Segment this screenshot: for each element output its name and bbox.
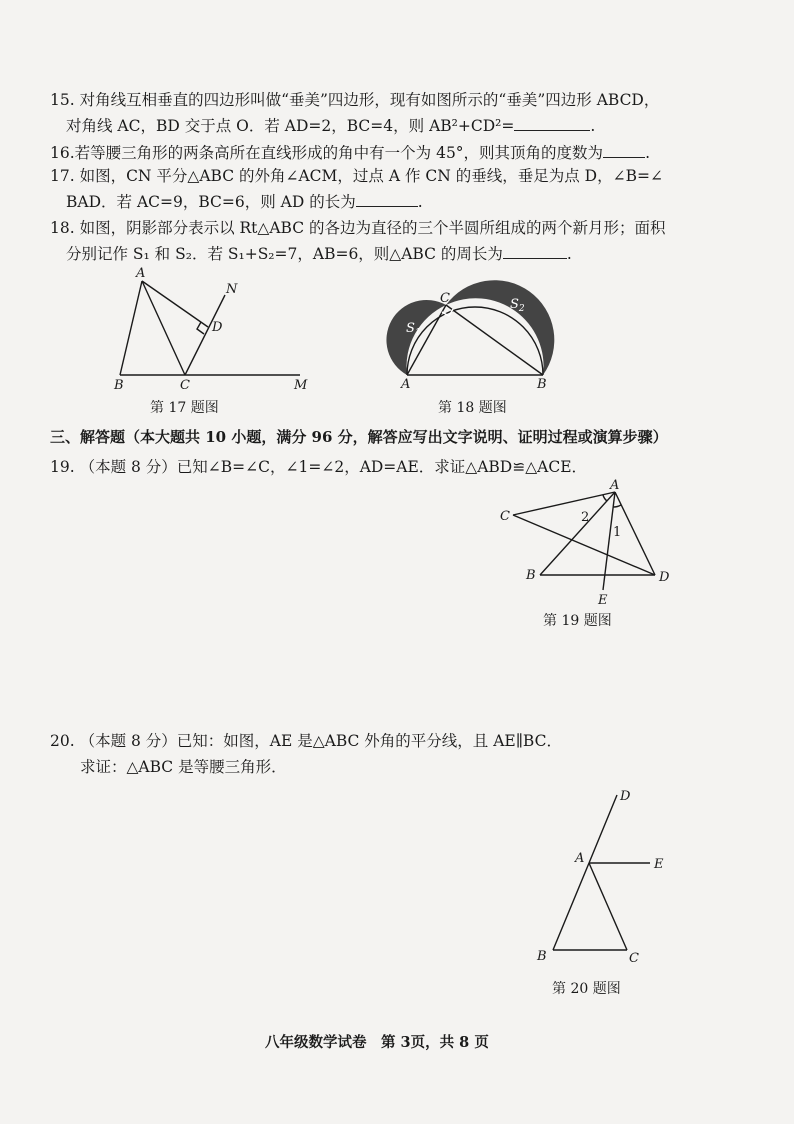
fig17-line-AC [142,281,185,375]
fig20-label-A: A [575,851,585,866]
fig17-label-D: D [212,320,223,335]
q16-line1 [50,141,650,164]
fig19-label-B: B [526,568,536,583]
fig17-label-B: B [114,378,124,393]
q18-line1: 18. 如图，阴影部分表示以 Rt△ABC 的各边为直径的三个半圆所组成的两个新月形；面积 [50,219,666,237]
figure-18 [390,270,570,390]
fig20-label-D: D [620,789,631,804]
fig18-label-B: B [537,377,547,392]
fig20-label-C: C [629,951,639,966]
fig17-line-CN [185,295,225,375]
fig17-label-M: M [294,378,308,393]
q16-end: . [645,144,650,162]
fig17-label-C: C [180,378,190,393]
q17-line2-text: BAD．若 AC=9，BC=6，则 AD 的长为 [66,193,356,211]
fig17-label-A: A [136,266,146,281]
fig17-line-AB [120,281,142,375]
q16-answer-blank[interactable] [603,141,645,158]
fig20-label-E: E [654,857,664,872]
q19-line1: 19. （本题 8 分）已知∠B=∠C，∠1=∠2，AD=AE．求证△ABD≌△ACE． [50,458,588,476]
fig19-line-AB [540,492,615,575]
q15-answer-blank[interactable] [514,114,590,131]
q17-line2 [66,190,423,213]
q15-end: . [590,117,596,135]
fig19-angle1-arc [613,505,621,507]
fig20-line-AC [589,863,627,950]
fig19-label-angle1: 1 [613,525,622,540]
fig19-angle2-arc [603,495,607,501]
fig19-label-C: C [500,509,510,524]
q17-line1: 17. 如图，CN 平分△ABC 的外角∠ACM，过点 A 作 CN 的垂线，垂足为点 D，∠B=∠ [50,167,663,185]
fig19-line-CA [513,492,615,515]
fig18-S2-sub: 2 [518,304,525,314]
section3-heading: 三、解答题（本大题共 10 小题，满分 96 分，解答应写出文字说明、证明过程或演算步骤） [50,428,668,446]
fig19-label-D: D [659,570,670,585]
fig20-line-AB [553,863,589,950]
q18-end: . [566,245,572,263]
fig18-crescent-s2-fill [446,280,554,375]
fig18-S1-letter: S [406,321,415,336]
page-footer: 八年级数学试卷 第 3页，共 8 页 [265,1034,489,1051]
q18-answer-blank[interactable] [503,242,567,259]
q15-line1: 15. 对角线互相垂直的四边形叫做“垂美”四边形，现有如图所示的“垂美”四边形 ABCD， [50,91,660,109]
fig18-S2-letter: S [510,297,519,312]
q17-answer-blank[interactable] [356,190,418,207]
fig19-label-E: E [598,593,608,608]
fig17-caption: 第 17 题图 [150,400,219,416]
fig20-line-DA [589,795,617,863]
fig19-label-angle2: 2 [581,510,590,525]
q15-line2-text: 对角线 AC，BD 交于点 O．若 AD=2，BC=4，则 AB²+CD²= [66,117,515,135]
q15-line2 [66,114,595,137]
figure-20 [525,785,685,970]
q20-line1: 20. （本题 8 分）已知：如图，AE 是△ABC 外角的平分线，且 AE∥BC． [50,732,562,750]
q17-end: . [417,193,423,211]
fig18-S1-sub: 1 [414,328,421,338]
q16-text: 16.若等腰三角形的两条高所在直线形成的角中有一个为 45°，则其顶角的度数为 [50,144,604,162]
q18-line2 [66,242,572,265]
fig19-label-A: A [610,478,620,493]
fig18-caption: 第 18 题图 [438,400,507,416]
fig20-label-B: B [537,949,547,964]
q20-line2: 求证：△ABC 是等腰三角形． [80,758,287,776]
q18-line2-text: 分别记作 S₁ 和 S₂．若 S₁+S₂=7，AB=6，则△ABC 的周长为 [66,245,503,263]
fig18-label-C: C [440,291,450,306]
fig19-caption: 第 19 题图 [543,613,612,629]
figure-19 [495,480,685,610]
figure-17 [100,265,320,395]
fig20-caption: 第 20 题图 [552,981,621,997]
fig18-label-A: A [401,377,411,392]
fig17-label-N: N [226,282,238,297]
